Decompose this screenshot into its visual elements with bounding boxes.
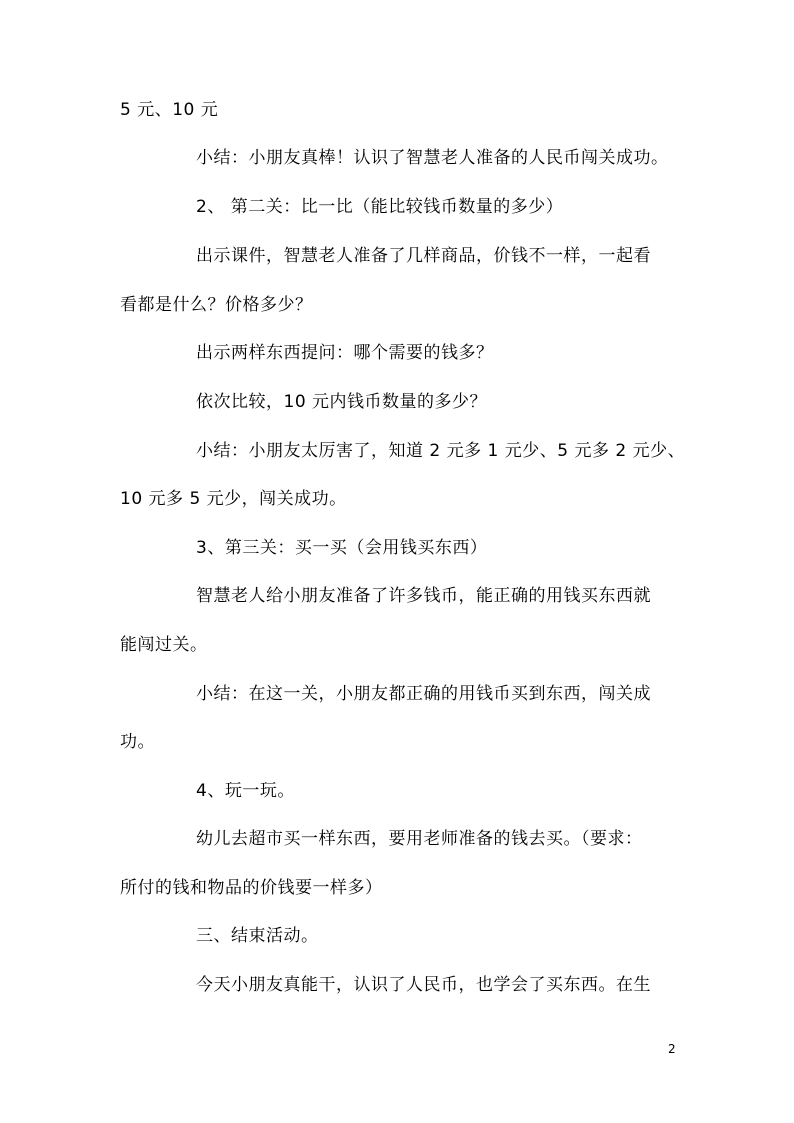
- text-line: 智慧老人给小朋友准备了许多钱币，能正确的用钱买东西就: [196, 586, 651, 606]
- text-line: 3、第三关：买一买（会用钱买东西）: [196, 538, 488, 558]
- text-line: 三、结束活动。: [196, 926, 319, 946]
- text-line: 小结：在这一关，小朋友都正确的用钱币买到东西，闯关成: [196, 684, 651, 704]
- text-line: 能闯过关。: [120, 635, 208, 655]
- text-line: 2、 第二关：比一比（能比较钱币数量的多少）: [196, 197, 564, 217]
- text-line: 看都是什么？价格多少？: [120, 295, 313, 315]
- text-line: 10 元多 5 元少，闯关成功。: [120, 489, 347, 509]
- text-line: 依次比较，10 元内钱币数量的多少？: [196, 392, 488, 412]
- text-line: 出示两样东西提问：哪个需要的钱多？: [196, 343, 494, 363]
- text-line: 4、玩一玩。: [196, 781, 295, 801]
- text-line: 出示课件，智慧老人准备了几样商品，价钱不一样，一起看: [196, 246, 651, 266]
- text-line: 小结：小朋友太厉害了，知道 2 元多 1 元少、5 元多 2 元少、: [196, 441, 686, 461]
- text-line: 功。: [120, 732, 155, 752]
- text-line: 今天小朋友真能干，认识了人民币，也学会了买东西。在生: [196, 975, 651, 995]
- text-line: 5 元、10 元: [120, 100, 219, 120]
- text-line: 小结：小朋友真棒！认识了智慧老人准备的人民币闯关成功。: [196, 148, 669, 168]
- text-line: 幼儿去超市买一样东西，要用老师准备的钱去买。（要求：: [196, 829, 643, 849]
- page-number: 2: [668, 1042, 676, 1056]
- text-line: 所付的钱和物品的价钱要一样多）: [120, 878, 383, 898]
